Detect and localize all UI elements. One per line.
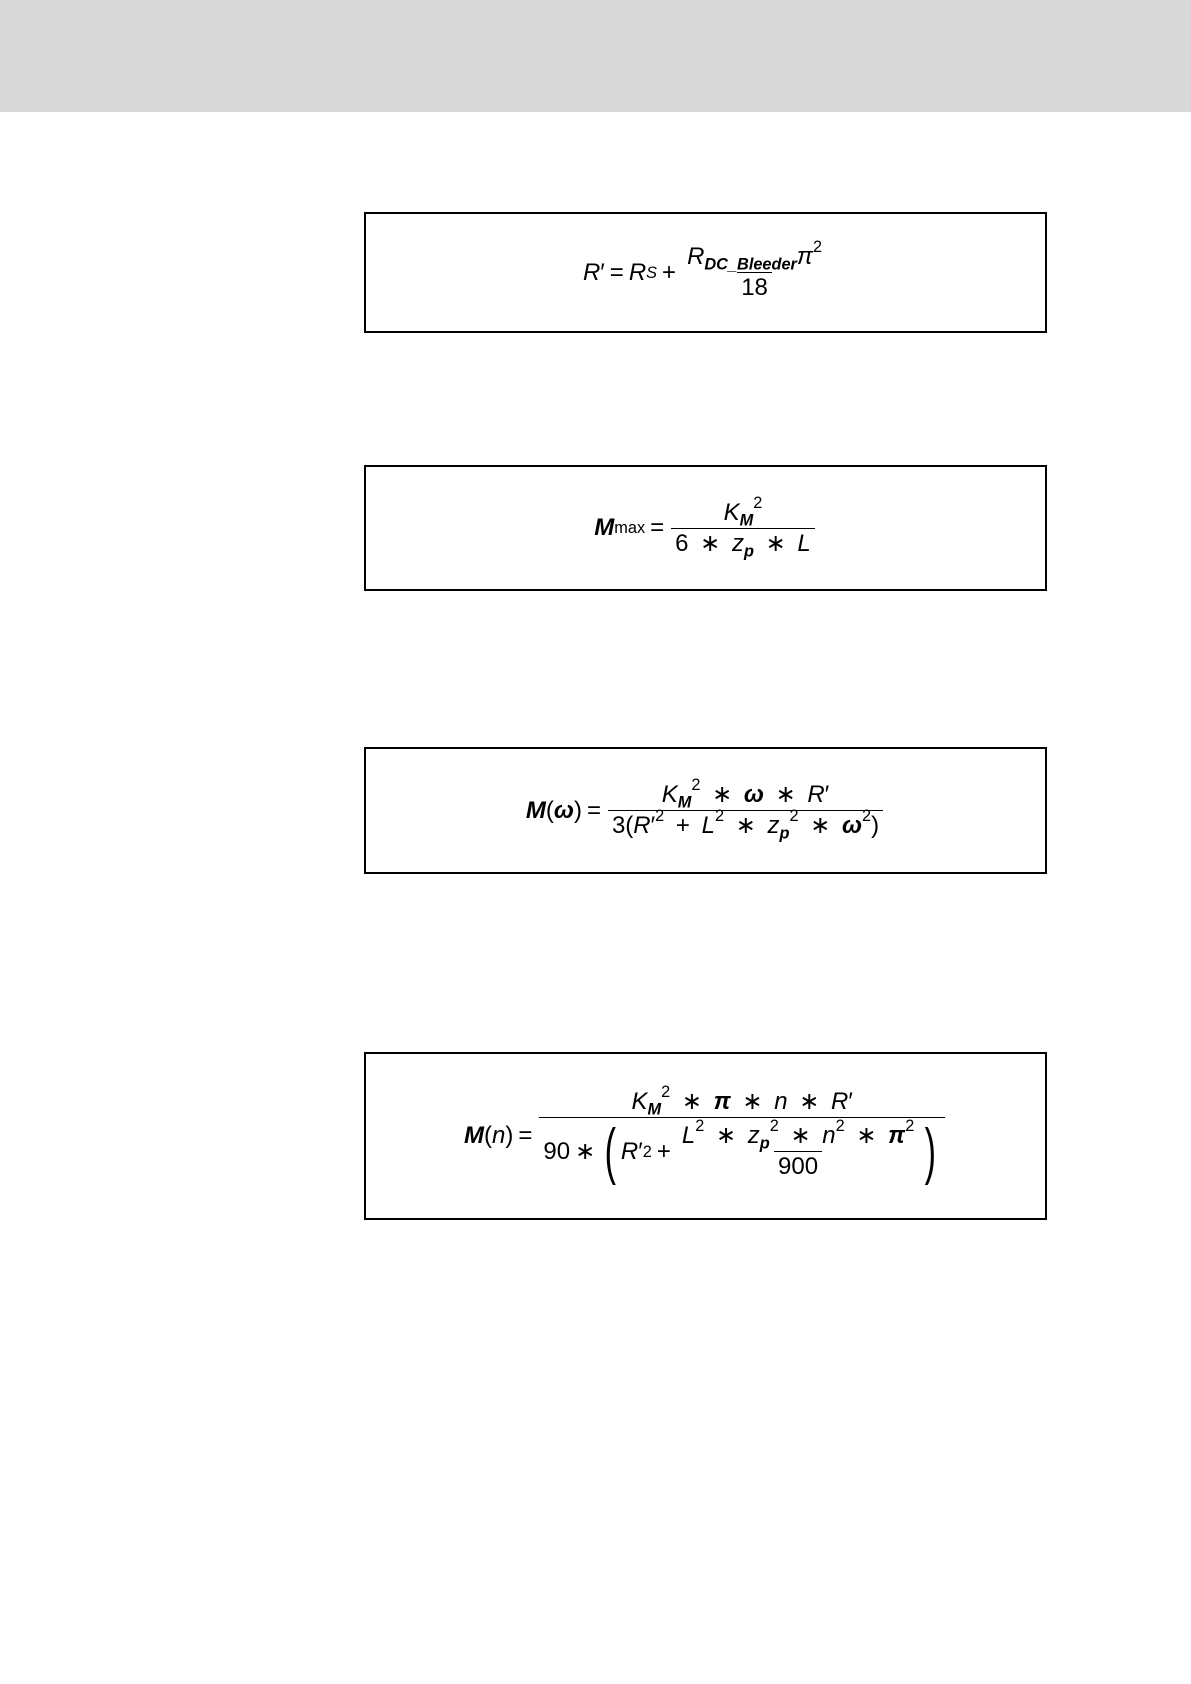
n-symbol: n (492, 1122, 506, 1149)
equation-m-omega (525, 775, 885, 843)
multiply-sign: ∗ (765, 529, 786, 557)
omega-symbol: ω (841, 812, 862, 839)
exponent: 2 (862, 806, 872, 825)
multiply-sign: ∗ (735, 812, 756, 839)
parenthesized-group: ( R ′ 2 + $L^2$ ∗ $z_p^2$ ∗ $n^2$ ∗ $\pi^2$ 900 ) (604, 1116, 937, 1186)
equals-sign: = (518, 1122, 533, 1149)
numerator (628, 1082, 857, 1119)
equation-r-prime (582, 237, 828, 301)
lhs-symbol: M (464, 1122, 485, 1149)
exponent: 2 (691, 775, 701, 794)
exponent: 2 (769, 1116, 779, 1135)
multiply-sign: ∗ (712, 781, 733, 808)
open-paren: ( (484, 1122, 493, 1149)
plus-sign: + (656, 1137, 671, 1165)
k-subscript: M (677, 793, 692, 812)
r-symbol: R (831, 1087, 849, 1115)
k-symbol: K (661, 781, 678, 808)
r-symbol: R (633, 812, 651, 839)
prime-mark: ′ (638, 1137, 643, 1165)
large-close-paren: ) (924, 1116, 937, 1186)
prime-mark: ′ (824, 781, 830, 808)
denominator (539, 1116, 945, 1186)
fraction (539, 1082, 945, 1186)
l-symbol: L (797, 529, 811, 557)
equation-m-max: M max = $\frac{K_M^2}{6 ∗ z_p ∗ L}$ (594, 501, 816, 556)
exponent: 2 (714, 806, 725, 825)
term-symbol: R (628, 258, 647, 286)
z-symbol: z (747, 1122, 760, 1149)
prime-mark: ′ (650, 812, 656, 839)
multiply-sign: ∗ (790, 1122, 811, 1149)
exponent: 2 (905, 1116, 915, 1135)
denominator (608, 806, 883, 843)
z-subscript: p (779, 824, 790, 843)
numerator-symbol: K (723, 498, 740, 526)
numerator (720, 493, 767, 530)
pi-symbol: π (888, 1122, 906, 1149)
close-paren: ) (505, 1122, 514, 1149)
numerator (658, 775, 833, 812)
formula-box-r-prime (364, 212, 1047, 333)
fraction (683, 237, 826, 301)
equation-m-n (464, 1082, 947, 1186)
multiply-sign: ∗ (681, 1087, 702, 1115)
multiply-sign: ∗ (856, 1122, 877, 1149)
multiply-sign: ∗ (775, 781, 796, 808)
z-subscript: p (759, 1134, 770, 1153)
close-paren: ) (871, 812, 880, 839)
multiply-sign: ∗ (700, 529, 721, 557)
n-symbol: n (822, 1122, 836, 1149)
k-subscript: M (647, 1100, 662, 1119)
formula-box-m-omega (364, 747, 1047, 874)
multiply-sign: ∗ (575, 1137, 596, 1165)
prime-mark: ′ (600, 258, 605, 286)
lhs-symbol: M (525, 796, 546, 824)
exponent: 2 (753, 493, 763, 512)
multiply-sign: ∗ (810, 812, 831, 839)
pi-symbol: π (796, 243, 813, 270)
z-subscript: p (743, 542, 754, 561)
numerator-subscript: M (739, 511, 754, 530)
numerator-symbol: R (687, 243, 705, 270)
exponent: 2 (695, 1116, 705, 1135)
formula-box-m-max (364, 465, 1047, 591)
inner-numerator (678, 1116, 918, 1153)
den-coefficient: 90 (543, 1137, 571, 1165)
exponent: 2 (835, 1116, 845, 1135)
omega-symbol: ω (743, 781, 764, 808)
fraction (608, 775, 883, 843)
omega-symbol: ω (553, 796, 574, 824)
den-coefficient: 3( (611, 812, 634, 839)
equals-sign: = (609, 258, 624, 286)
term-subscript: S (646, 263, 658, 282)
equals-sign: = (650, 514, 665, 541)
z-symbol: z (767, 812, 780, 839)
formula-box-m-n (364, 1052, 1047, 1220)
pi-symbol: π (713, 1087, 731, 1115)
exponent: 2 (655, 806, 665, 825)
inner-fraction (678, 1116, 918, 1180)
fraction (671, 493, 815, 561)
equals-sign: = (586, 796, 601, 824)
lhs-symbol: M (594, 514, 615, 541)
r-symbol: R (620, 1137, 639, 1165)
large-open-paren: ( (604, 1116, 617, 1186)
z-symbol: z (731, 529, 744, 557)
k-symbol: K (631, 1087, 648, 1115)
page-header-band (0, 0, 1191, 112)
open-paren: ( (545, 796, 554, 824)
multiply-sign: ∗ (715, 1122, 737, 1149)
numerator (683, 237, 826, 274)
exponent: 2 (661, 1082, 671, 1101)
plus-sign: + (662, 258, 677, 286)
l-symbol: L (681, 1122, 696, 1149)
exponent: 2 (789, 806, 799, 825)
exponent: 2 (812, 237, 823, 256)
numerator-subscript: DC_Bleeder (704, 255, 797, 274)
l-symbol: L (701, 812, 715, 839)
n-symbol: n (774, 1087, 788, 1115)
den-coefficient: 6 (675, 529, 689, 557)
close-paren: ) (573, 796, 582, 824)
prime-mark: ′ (848, 1087, 853, 1115)
plus-sign: + (675, 812, 690, 839)
inner-denominator: 900 (774, 1151, 822, 1179)
multiply-sign: ∗ (742, 1087, 763, 1115)
denominator: 18 (737, 272, 772, 300)
denominator (671, 528, 815, 561)
multiply-sign: ∗ (799, 1087, 820, 1115)
r-symbol: R (807, 781, 825, 808)
lhs-symbol: R (582, 258, 601, 286)
